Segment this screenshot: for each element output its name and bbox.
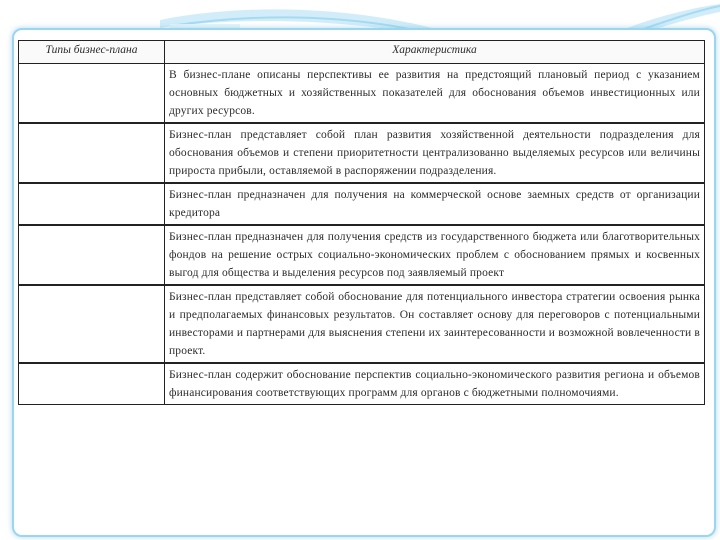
table-row xyxy=(19,363,705,405)
description-cell: Бизнес-план предназначен для получения на коммерческой основе заемных средств от организации кредитора xyxy=(165,183,705,225)
header-characteristics: Характеристика xyxy=(165,41,705,64)
description-cell: Бизнес-план представляет собой обоснование для потенциального инвестора стратегии освоения рынка и предполагаемых финансовых результатов. Он составляет основу для переговоров с потенциальными инвесторами и партнерами для выяснения степени их заинтересованности и возможной вовлеченности в проект. xyxy=(165,285,705,363)
type-cell xyxy=(19,64,165,124)
description-cell: Бизнес-план представляет собой план развития хозяйственной деятельности подразделения для обоснования объемов и степени приоритетности централизованно выделяемых ресурсов или величины прироста прибыли, оставляемой в распоряжении подразделения. xyxy=(165,123,705,183)
description-cell: В бизнес-плане описаны перспективы ее развития на предстоящий плановый период с указанием основных бюджетных и хозяйственных показателей для обоснования объемов инвестиционных или других ресурсов. xyxy=(165,64,705,124)
type-cell xyxy=(19,285,165,363)
table-row xyxy=(19,225,705,285)
type-cell xyxy=(19,363,165,405)
description-cell: Бизнес-план предназначен для получения средств из государственного бюджета или благотворительных фондов на решение острых социально-экономических проблем с обоснованием прямых и косвенных выгод для общества и выделения ресурсов под заявляемый проект xyxy=(165,225,705,285)
table-header-row xyxy=(19,41,705,64)
table-row xyxy=(19,285,705,363)
table-row xyxy=(19,123,705,183)
business-plan-types-table xyxy=(18,40,705,405)
table-row xyxy=(19,64,705,124)
table-row xyxy=(19,183,705,225)
description-cell: Бизнес-план содержит обоснование перспектив социально-экономического развития региона и объемов финансирования соответствующих программ для органов с бюджетными полномочиями. xyxy=(165,363,705,405)
type-cell xyxy=(19,123,165,183)
table-container xyxy=(18,40,704,405)
header-plan-types: Типы бизнес-плана xyxy=(19,41,165,64)
type-cell xyxy=(19,183,165,225)
type-cell xyxy=(19,225,165,285)
